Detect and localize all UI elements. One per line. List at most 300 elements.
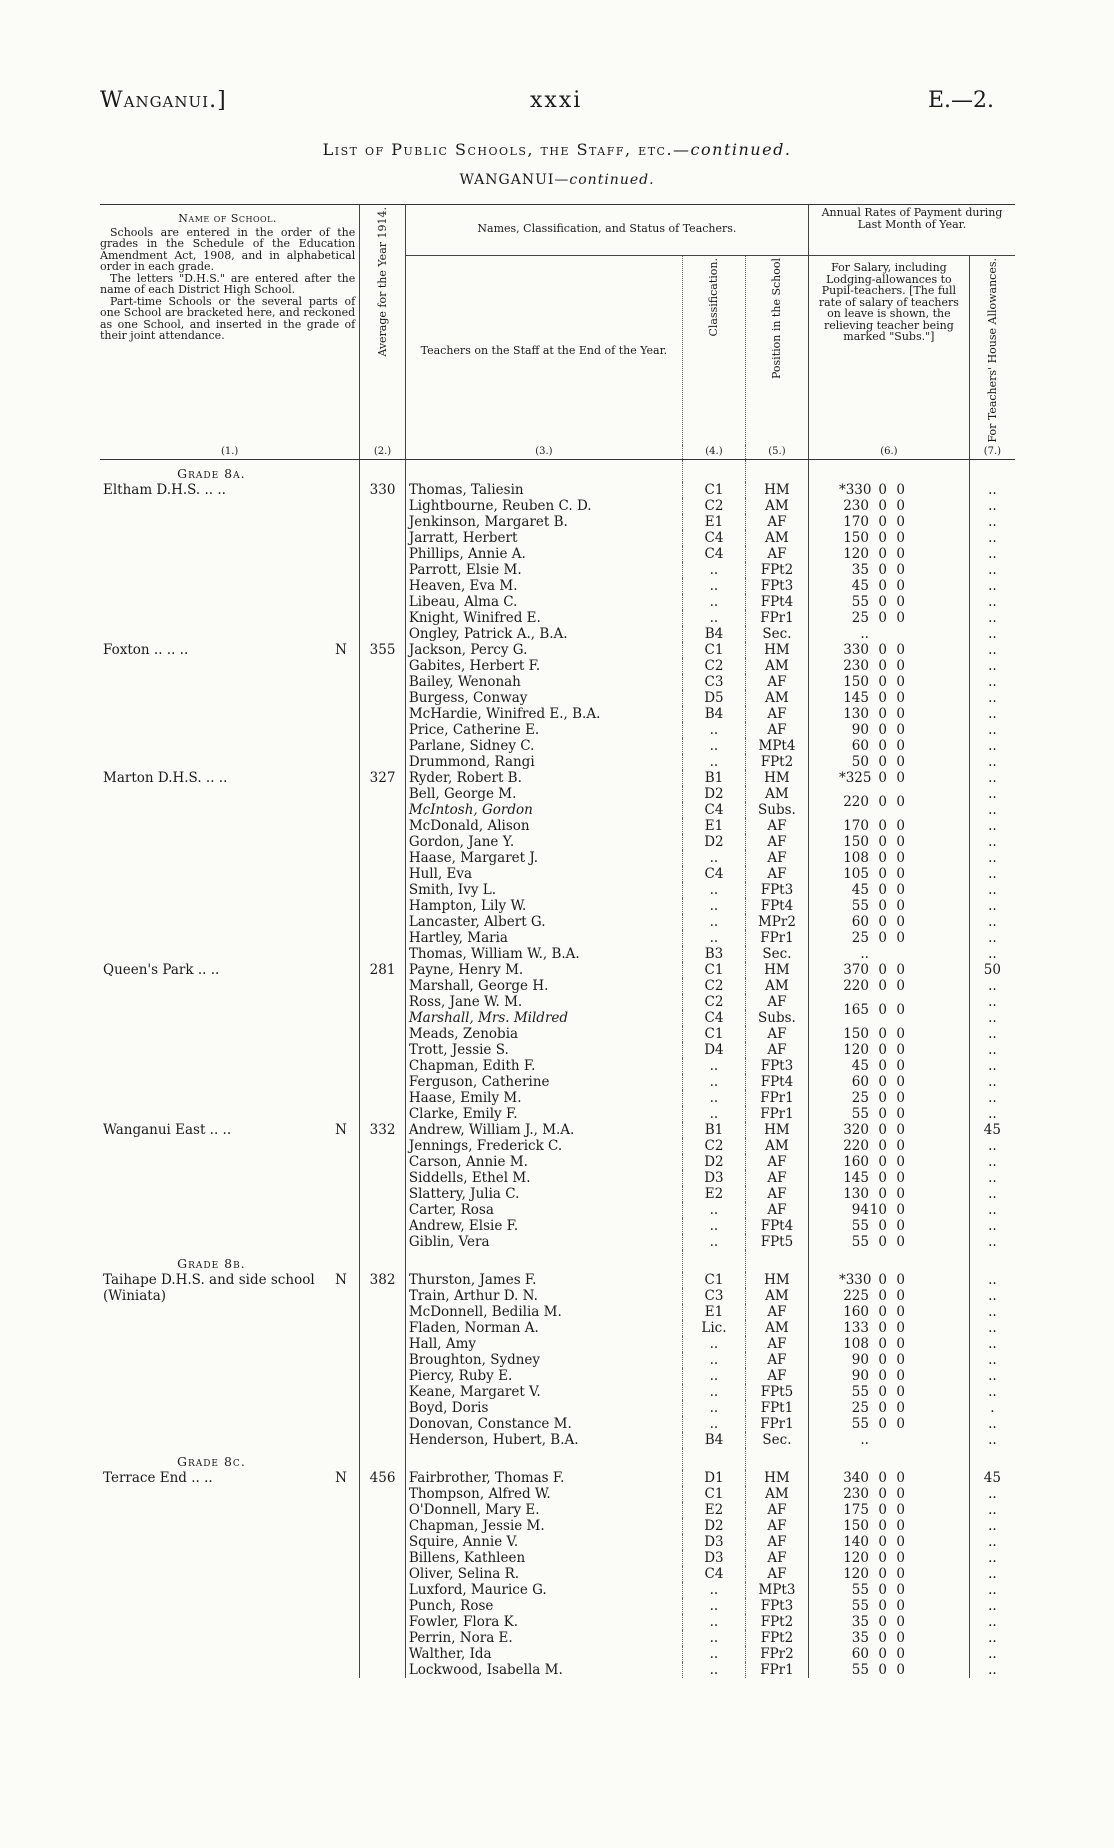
flag-cell — [323, 578, 360, 594]
teacher-name — [405, 1074, 682, 1090]
salary-pounds: 55 — [851, 1218, 869, 1235]
teacher-name-text: Gordon, Jane Y. — [408, 834, 515, 851]
average-cell — [360, 914, 406, 930]
grade-heading: Grade 8c. — [176, 1454, 246, 1470]
allowance-cell: .. — [969, 834, 1015, 850]
table-row — [100, 1582, 1015, 1598]
position-cell: AF — [745, 1336, 808, 1352]
classification-cell: E1 — [682, 514, 745, 530]
salary-cell — [808, 1250, 969, 1272]
classification-cell: .. — [682, 1614, 745, 1630]
allowance-cell: .. — [969, 1432, 1015, 1448]
average-cell — [360, 1288, 406, 1304]
salary-shillings: 0 — [878, 1272, 887, 1289]
table-row — [100, 770, 1015, 786]
salary-pounds: 150 — [843, 834, 869, 851]
average-cell — [360, 1042, 406, 1058]
salary-pounds: 120 — [843, 1550, 869, 1567]
salary-shillings: 0 — [878, 962, 887, 979]
allowance-cell: .. — [969, 1534, 1015, 1550]
teacher-name-text: Squire, Annie V. — [408, 1534, 519, 1551]
classification-cell: .. — [682, 1582, 745, 1598]
table-row — [100, 1630, 1015, 1646]
salary-pence: 0 — [896, 1320, 905, 1337]
flag-cell — [323, 626, 360, 642]
allowance-cell: .. — [969, 738, 1015, 754]
table-row — [100, 962, 1015, 978]
flag-cell — [323, 1042, 360, 1058]
flag-cell — [323, 1304, 360, 1320]
allowance-cell: .. — [969, 1042, 1015, 1058]
average-cell — [360, 722, 406, 738]
flag-cell: N — [323, 1122, 360, 1138]
allowance-cell: .. — [969, 1186, 1015, 1202]
classification-cell: C4 — [682, 1010, 745, 1026]
teacher-name — [405, 530, 682, 546]
classification-cell: D5 — [682, 690, 745, 706]
table-row — [100, 1234, 1015, 1250]
classification-cell: .. — [682, 1368, 745, 1384]
average-cell — [360, 834, 406, 850]
allowance-cell: .. — [969, 1026, 1015, 1042]
page-title-cont: continued. — [690, 140, 792, 159]
salary-shillings: 0 — [878, 1646, 887, 1663]
teacher-name-text: Jenkinson, Margaret B. — [408, 514, 568, 531]
salary-cell — [808, 1074, 969, 1090]
salary-cell — [808, 1304, 969, 1320]
salary-shillings: 0 — [878, 1598, 887, 1615]
flag-cell — [323, 1630, 360, 1646]
flag-cell — [323, 1074, 360, 1090]
teacher-name-text: Marshall, Mrs. Mildred — [408, 1010, 569, 1027]
salary-cell — [808, 1550, 969, 1566]
school-name — [100, 1234, 323, 1250]
salary-cell — [808, 1042, 969, 1058]
allowance-cell: .. — [969, 722, 1015, 738]
salary-pounds: 108 — [843, 1336, 869, 1353]
teacher-name-text: Jackson, Percy G. — [408, 642, 528, 659]
salary-pence: 0 — [896, 1138, 905, 1155]
position-cell: FPr1 — [745, 1106, 808, 1122]
school-name — [100, 802, 323, 818]
teacher-name — [405, 482, 682, 498]
salary-pounds: 170 — [843, 514, 869, 531]
salary-cell — [808, 594, 969, 610]
col-num-6: (6.) — [808, 445, 969, 460]
allowance-cell: 45 — [969, 1122, 1015, 1138]
position-cell: AF — [745, 1566, 808, 1582]
teacher-name-text: Price, Catherine E. — [408, 722, 540, 739]
flag-cell — [323, 1058, 360, 1074]
position-cell: AM — [745, 658, 808, 674]
flag-cell — [323, 1026, 360, 1042]
teacher-name — [405, 882, 682, 898]
classification-cell: C4 — [682, 530, 745, 546]
classification-cell: C1 — [682, 962, 745, 978]
salary-pence: 0 — [896, 514, 905, 531]
average-cell — [360, 562, 406, 578]
flag-cell — [323, 1416, 360, 1432]
salary-cell — [808, 994, 969, 1026]
salary-cell — [808, 1058, 969, 1074]
salary-pence: 0 — [896, 978, 905, 995]
position-cell: HM — [745, 1122, 808, 1138]
position-cell: HM — [745, 1470, 808, 1486]
salary-pence: 0 — [896, 1304, 905, 1321]
flag-cell — [323, 1614, 360, 1630]
salary-pounds: 120 — [843, 546, 869, 563]
teacher-name — [405, 1320, 682, 1336]
flag-cell — [323, 1202, 360, 1218]
classification-cell: .. — [682, 1662, 745, 1678]
position-cell: Sec. — [745, 946, 808, 962]
col-header-classification-text: Classification. — [707, 258, 721, 337]
teacher-name — [405, 1170, 682, 1186]
teacher-name-text: Haase, Margaret J. — [408, 850, 539, 867]
teacher-name-text: Oliver, Selina R. — [408, 1566, 520, 1583]
table-row — [100, 1518, 1015, 1534]
salary-cell — [808, 962, 969, 978]
salary-cell — [808, 818, 969, 834]
position-cell: FPr1 — [745, 610, 808, 626]
salary-pounds: 170 — [843, 818, 869, 835]
school-name — [100, 1042, 323, 1058]
salary-pence: 0 — [896, 1630, 905, 1647]
allowance-cell: .. — [969, 1614, 1015, 1630]
allowance-cell: .. — [969, 914, 1015, 930]
table-row — [100, 1218, 1015, 1234]
teacher-name-text: Heaven, Eva M. — [408, 578, 518, 595]
salary-cell — [808, 530, 969, 546]
salary-shillings: 0 — [878, 794, 887, 811]
salary-shillings: 0 — [878, 1550, 887, 1567]
salary-pence: 0 — [896, 898, 905, 915]
average-cell — [360, 706, 406, 722]
classification-cell: C4 — [682, 802, 745, 818]
allowance-cell: .. — [969, 626, 1015, 642]
salary-cell — [808, 978, 969, 994]
salary-pence: 0 — [896, 1106, 905, 1123]
classification-cell: D2 — [682, 1154, 745, 1170]
position-cell: FPt5 — [745, 1384, 808, 1400]
school-name — [100, 1486, 323, 1502]
classification-cell: C1 — [682, 1272, 745, 1288]
teacher-name — [405, 1432, 682, 1448]
average-cell — [360, 610, 406, 626]
salary-cell — [808, 1272, 969, 1288]
salary-shillings: 0 — [878, 1582, 887, 1599]
classification-cell: B4 — [682, 626, 745, 642]
school-name — [100, 530, 323, 546]
classification-cell: E2 — [682, 1502, 745, 1518]
teacher-name — [405, 1186, 682, 1202]
teacher-name-text: Meads, Zenobia — [408, 1026, 519, 1043]
classification-cell: D3 — [682, 1550, 745, 1566]
teacher-name-text: Lancaster, Albert G. — [408, 914, 546, 931]
salary-cell — [808, 1186, 969, 1202]
flag-cell — [323, 610, 360, 626]
salary-cell — [808, 514, 969, 530]
table-row — [100, 786, 1015, 802]
teacher-name — [405, 914, 682, 930]
classification-cell: B3 — [682, 946, 745, 962]
teacher-name — [405, 1234, 682, 1250]
teacher-name — [405, 1486, 682, 1502]
salary-cell — [808, 1368, 969, 1384]
teacher-name-text: Trott, Jessie S. — [408, 1042, 509, 1059]
salary-shillings: 0 — [878, 1384, 887, 1401]
school-name — [100, 610, 323, 626]
allowance-cell: .. — [969, 802, 1015, 818]
average-cell — [360, 1432, 406, 1448]
table-row — [100, 594, 1015, 610]
salary-pounds: .. — [860, 1432, 869, 1449]
teacher-name — [405, 594, 682, 610]
position-cell: FPr1 — [745, 1416, 808, 1432]
table-row — [100, 754, 1015, 770]
salary-pounds: 35 — [851, 1630, 869, 1647]
teacher-name — [405, 1026, 682, 1042]
salary-pence: 0 — [896, 1202, 905, 1219]
salary-shillings: 0 — [878, 1058, 887, 1075]
teacher-name-text: Smith, Ivy L. — [408, 882, 497, 899]
school-name — [100, 562, 323, 578]
average-cell — [360, 1614, 406, 1630]
average-cell — [360, 898, 406, 914]
allowance-cell: .. — [969, 850, 1015, 866]
salary-shillings: 0 — [878, 1400, 887, 1417]
average-cell — [360, 994, 406, 1010]
teacher-name — [405, 1336, 682, 1352]
flag-cell — [323, 818, 360, 834]
school-name — [100, 1336, 323, 1352]
classification-cell: C1 — [682, 642, 745, 658]
salary-pence: 0 — [896, 1288, 905, 1305]
salary-shillings: 0 — [878, 578, 887, 595]
average-cell — [360, 850, 406, 866]
school-name — [100, 1202, 323, 1218]
table-row — [100, 642, 1015, 658]
teacher-name-text: Libeau, Alma C. — [408, 594, 518, 611]
salary-pounds: *330 — [838, 482, 872, 499]
table-row — [100, 1486, 1015, 1502]
allowance-cell: .. — [969, 1582, 1015, 1598]
salary-shillings: 0 — [878, 1170, 887, 1187]
average-cell — [360, 786, 406, 802]
teacher-name — [405, 1218, 682, 1234]
classification-cell: C2 — [682, 994, 745, 1010]
flag-cell — [323, 1534, 360, 1550]
teacher-name — [405, 546, 682, 562]
teacher-name — [405, 802, 682, 818]
teacher-name — [405, 1614, 682, 1630]
flag-cell — [323, 1218, 360, 1234]
col-num-1: (1.) — [100, 445, 360, 460]
teacher-name-text: Parrott, Elsie M. — [408, 562, 522, 579]
teacher-name — [405, 850, 682, 866]
salary-cell — [808, 1582, 969, 1598]
salary-pounds: 55 — [851, 1384, 869, 1401]
salary-pounds: 55 — [851, 1582, 869, 1599]
classification-cell: D3 — [682, 1534, 745, 1550]
school-name — [100, 1106, 323, 1122]
salary-cell — [808, 1534, 969, 1550]
flag-cell — [323, 1502, 360, 1518]
school-name — [100, 594, 323, 610]
teacher-name — [405, 1416, 682, 1432]
salary-pence: 0 — [896, 1416, 905, 1433]
table-row — [100, 1646, 1015, 1662]
classification-cell: .. — [682, 594, 745, 610]
salary-pounds: 25 — [851, 930, 869, 947]
allowance-cell: .. — [969, 1304, 1015, 1320]
salary-cell — [808, 1288, 969, 1304]
average-cell — [360, 690, 406, 706]
teacher-name-text: Hull, Eva — [408, 866, 473, 883]
average-cell — [360, 1106, 406, 1122]
position-cell: AM — [745, 1486, 808, 1502]
salary-pounds: 160 — [843, 1304, 869, 1321]
salary-pence: 0 — [896, 1186, 905, 1203]
flag-cell — [323, 1384, 360, 1400]
position-cell: AM — [745, 1288, 808, 1304]
school-name — [100, 1416, 323, 1432]
classification-cell: B1 — [682, 1122, 745, 1138]
classification-cell: .. — [682, 1384, 745, 1400]
allowance-cell: .. — [969, 610, 1015, 626]
classification-cell: .. — [682, 1234, 745, 1250]
salary-cell — [808, 1234, 969, 1250]
salary-shillings: 0 — [878, 1470, 887, 1487]
school-name — [100, 1518, 323, 1534]
average-cell — [360, 1336, 406, 1352]
average-cell — [360, 1352, 406, 1368]
allowance-cell: .. — [969, 1416, 1015, 1432]
col-header-name-note1: Schools are entered in the order of the grades in the Schedule of the Education Amendment Act, 1908, and in alphabetical order in each grade. — [100, 225, 356, 273]
position-cell: FPr1 — [745, 1090, 808, 1106]
salary-shillings: 0 — [878, 658, 887, 675]
position-cell: FPt4 — [745, 1218, 808, 1234]
salary-cell — [808, 642, 969, 658]
position-cell: FPt1 — [745, 1400, 808, 1416]
position-cell: AF — [745, 514, 808, 530]
salary-shillings: 0 — [878, 1234, 887, 1251]
position-cell: FPr1 — [745, 1662, 808, 1678]
allowance-cell: .. — [969, 594, 1015, 610]
teacher-name — [405, 1042, 682, 1058]
average-cell — [360, 1448, 406, 1470]
classification-cell: C1 — [682, 1026, 745, 1042]
classification-cell: .. — [682, 882, 745, 898]
page-title — [0, 140, 1114, 159]
average-cell: 281 — [360, 962, 406, 978]
salary-pounds: 150 — [843, 1026, 869, 1043]
teacher-name-text: Siddells, Ethel M. — [408, 1170, 531, 1187]
salary-shillings: 0 — [878, 1074, 887, 1091]
teacher-name-text: Jennings, Frederick C. — [408, 1138, 563, 1155]
table-row — [100, 898, 1015, 914]
classification-cell: D2 — [682, 1518, 745, 1534]
salary-pence: 0 — [896, 794, 905, 811]
teacher-name — [405, 898, 682, 914]
salary-pounds: 25 — [851, 1400, 869, 1417]
salary-cell — [808, 770, 969, 786]
flag-cell — [323, 1566, 360, 1582]
page-subtitle-cont: continued. — [569, 172, 655, 188]
average-cell — [360, 626, 406, 642]
flag-cell: N — [323, 1470, 360, 1486]
col-header-name-title: Name of School. — [178, 212, 277, 225]
salary-cell — [808, 626, 969, 642]
average-cell: 355 — [360, 642, 406, 658]
flag-cell — [323, 546, 360, 562]
classification-cell: .. — [682, 850, 745, 866]
salary-shillings: 0 — [878, 642, 887, 659]
school-name — [100, 674, 323, 690]
salary-pence: 0 — [896, 930, 905, 947]
position-cell: AF — [745, 1518, 808, 1534]
salary-cell — [808, 1416, 969, 1432]
classification-cell: B4 — [682, 1432, 745, 1448]
school-name — [100, 1550, 323, 1566]
allowance-cell: .. — [969, 1288, 1015, 1304]
school-name — [100, 930, 323, 946]
classification-cell: E2 — [682, 1186, 745, 1202]
salary-cell — [808, 866, 969, 882]
salary-pounds: 50 — [851, 754, 869, 771]
school-name — [100, 658, 323, 674]
salary-shillings: 0 — [878, 1518, 887, 1535]
classification-cell: .. — [682, 1646, 745, 1662]
salary-cell — [808, 1646, 969, 1662]
average-cell — [360, 498, 406, 514]
salary-shillings: 10 — [869, 1202, 887, 1219]
school-name — [100, 1534, 323, 1550]
salary-cell — [808, 1518, 969, 1534]
salary-pounds: 45 — [851, 578, 869, 595]
position-cell: FPt2 — [745, 1614, 808, 1630]
allowance-cell — [969, 460, 1015, 483]
salary-shillings: 0 — [878, 498, 887, 515]
table-row — [100, 914, 1015, 930]
average-cell — [360, 530, 406, 546]
salary-cell — [808, 1630, 969, 1646]
salary-shillings: 0 — [878, 1502, 887, 1519]
running-header — [100, 88, 994, 118]
allowance-cell: .. — [969, 1550, 1015, 1566]
flag-cell — [323, 690, 360, 706]
allowance-cell: .. — [969, 1058, 1015, 1074]
salary-shillings: 0 — [878, 546, 887, 563]
school-name — [100, 1170, 323, 1186]
allowance-cell: .. — [969, 754, 1015, 770]
salary-shillings: 0 — [878, 1416, 887, 1433]
salary-pounds: 90 — [851, 1352, 869, 1369]
teacher-name — [405, 1058, 682, 1074]
teacher-name-text: Thurston, James F. — [408, 1272, 537, 1289]
salary-pounds: 55 — [851, 898, 869, 915]
average-cell — [360, 1646, 406, 1662]
average-cell — [360, 818, 406, 834]
teacher-name — [405, 1272, 682, 1288]
school-name — [100, 1010, 323, 1026]
table-row — [100, 1416, 1015, 1432]
salary-pence: 0 — [896, 770, 905, 787]
flag-cell — [323, 754, 360, 770]
allowance-cell: .. — [969, 1518, 1015, 1534]
teacher-name-text: Hartley, Maria — [408, 930, 508, 947]
flag-cell — [323, 866, 360, 882]
